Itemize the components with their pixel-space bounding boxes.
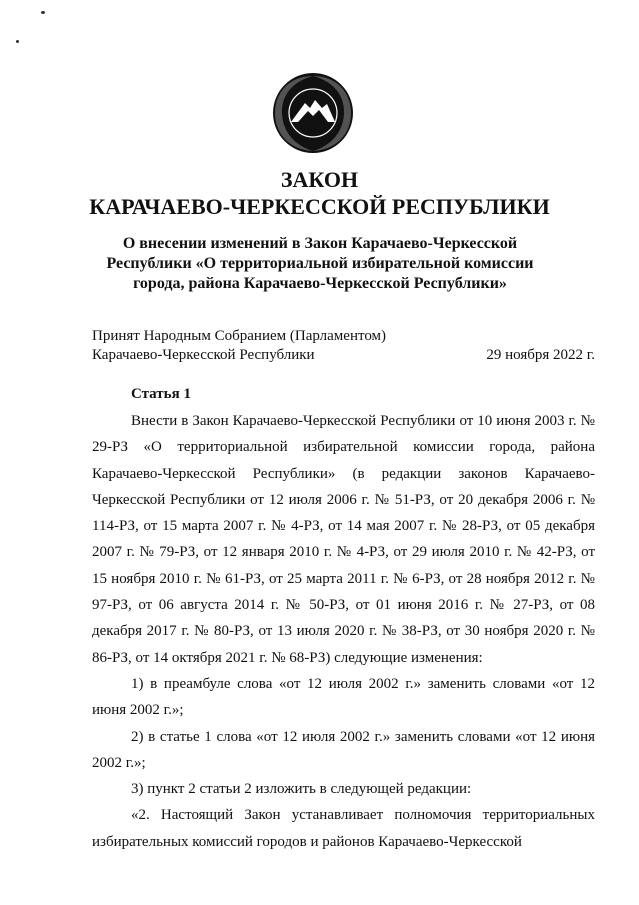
article-body	[92, 408, 595, 855]
article-paragraph: Внести в Закон Карачаево-Черкесской Республики от 10 июня 2003 г. № 29-РЗ «О территориальной избирательной комиссии города, района Карачаево-Черкесской Республики» (в редакции законов Карачаево-Черкесской Республики от 12 июля 2006 г. № 51-РЗ, от 20 декабря 2006 г. № 114-РЗ, от 15 марта 2007 г. № 4-РЗ, от 14 мая 2007 г. № 28-РЗ, от 05 декабря 2007 г. № 79-РЗ, от 12 января 2010 г. № 4-РЗ, от 29 июля 2010 г. № 42-РЗ, от 15 ноября 2010 г. № 61-РЗ, от 25 марта 2011 г. № 6-РЗ, от 28 ноября 2012 г. № 97-РЗ, от 06 августа 2014 г. № 50-РЗ, от 01 июня 2016 г. № 27-РЗ, от 08 декабря 2017 г. № 80-РЗ, от 13 июля 2020 г. № 38-РЗ, от 30 ноября 2020 г. № 86-РЗ, от 14 октября 2021 г. № 68-РЗ) следующие изменения:	[92, 413, 595, 666]
adopted-by-republic: Карачаево-Черкесской Республики	[92, 347, 315, 363]
subtitle-line-3: города, района Карачаево-Черкесской Республики»	[133, 275, 507, 292]
karachay-cherkess-emblem-icon	[272, 72, 354, 154]
article-paragraph: 1) в преамбуле слова «от 12 июля 2002 г.» заменить словами «от 12 июня 2002 г.»;	[92, 675, 595, 719]
subtitle-line-1: О внесении изменений в Закон Карачаево-Черкесской	[122, 235, 518, 252]
scan-speck	[16, 40, 19, 43]
adopted-by-line: Принят Народным Собранием (Парламентом)	[92, 328, 387, 344]
article-paragraph: «2. Настоящий Закон устанавливает полномочия территориальных избирательных комиссий городов и районов Карачаево-Черкесской	[92, 807, 595, 850]
article-paragraph: 3) пункт 2 статьи 2 изложить в следующей редакции:	[131, 781, 472, 798]
adoption-block	[92, 327, 595, 365]
republic-title: КАРАЧАЕВО-ЧЕРКЕССКОЙ РЕСПУБЛИКИ	[89, 194, 550, 219]
article-heading: Статья 1	[131, 386, 191, 402]
law-title: ЗАКОН	[280, 167, 359, 192]
subtitle-line-2: Республики «О территориальной избирательной комиссии	[106, 255, 534, 272]
scan-speck	[41, 11, 45, 14]
article-paragraph: 2) в статье 1 слова «от 12 июля 2002 г.» заменить словами «от 12 июня 2002 г.»;	[92, 728, 595, 771]
adoption-date: 29 ноября 2022 г.	[486, 347, 595, 363]
